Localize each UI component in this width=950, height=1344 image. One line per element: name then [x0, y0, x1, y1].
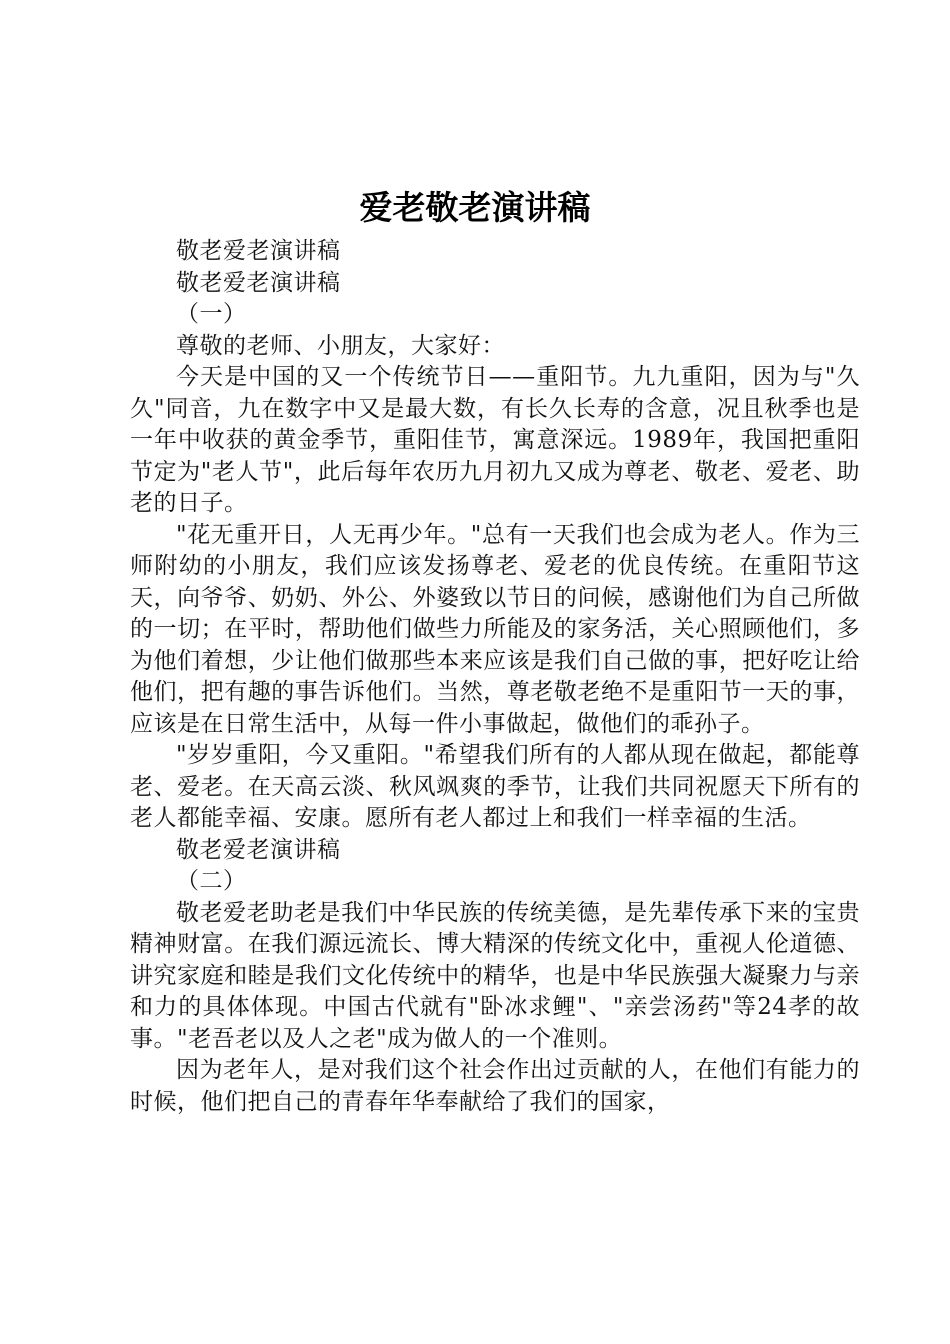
document-title: 爱老敬老演讲稿 — [359, 188, 591, 227]
section-number: （一） — [176, 301, 247, 327]
subtitle-line: 敬老爱老演讲稿 — [176, 269, 341, 296]
body-paragraph: 今天是中国的又一个传统节日——重阳节。九九重阳，因为与"久久"同音，九在数字中又是最大数，有长久长寿的含意，况且秋季也是一年中收获的黄金季节，重阳佳节，寓意深远。1989年，我国把重阳节定为"老人节"，此后每年农历九月初九又成为尊老、敬老、爱老、助老的日子。 — [130, 364, 860, 516]
body-paragraph: 敬老爱老助老是我们中华民族的传统美德，是先辈传承下来的宝贵精神财富。在我们源远流长、博大精深的传统文化中，重视人伦道德、讲究家庭和睦是我们文化传统中的精华，也是中华民族强大凝聚力与亲和力的具体体现。中国古代就有"卧冰求鲤"、"亲尝汤药"等24孝的故事。"老吾老以及人之老"成为做人的一个准则。 — [130, 899, 860, 1052]
body-paragraph: "岁岁重阳，今又重阳。"希望我们所有的人都从现在做起，都能尊老、爱老。在天高云淡、秋风飒爽的季节，让我们共同祝愿天下所有的老人都能幸福、安康。愿所有老人都过上和我们一样幸福的生活。 — [130, 742, 860, 831]
subtitle-line: 敬老爱老演讲稿 — [176, 836, 341, 863]
body-paragraph: 因为老年人，是对我们这个社会作出过贡献的人，在他们有能力的时候，他们把自己的青春年华奉献给了我们的国家， — [130, 1057, 860, 1115]
body-paragraph: "花无重开日，人无再少年。"总有一天我们也会成为老人。作为三师附幼的小朋友，我们应该发扬尊老、爱老的优良传统。在重阳节这天，向爷爷、奶奶、外公、外婆致以节日的问候，感谢他们为自己所做的一切；在平时，帮助他们做些力所能及的家务活，关心照顾他们，多为他们着想，少让他们做那些本来应该是我们自己做的事，把好吃让给他们，把有趣的事告诉他们。当然，尊老敬老绝不是重阳节一天的事，应该是在日常生活中，从每一件小事做起，做他们的乖孙子。 — [130, 521, 860, 737]
subtitle-line: 敬老爱老演讲稿 — [176, 238, 341, 264]
section-number: （二） — [176, 868, 247, 894]
document-body — [130, 236, 860, 1118]
salutation: 尊敬的老师、小朋友，大家好： — [176, 332, 505, 359]
